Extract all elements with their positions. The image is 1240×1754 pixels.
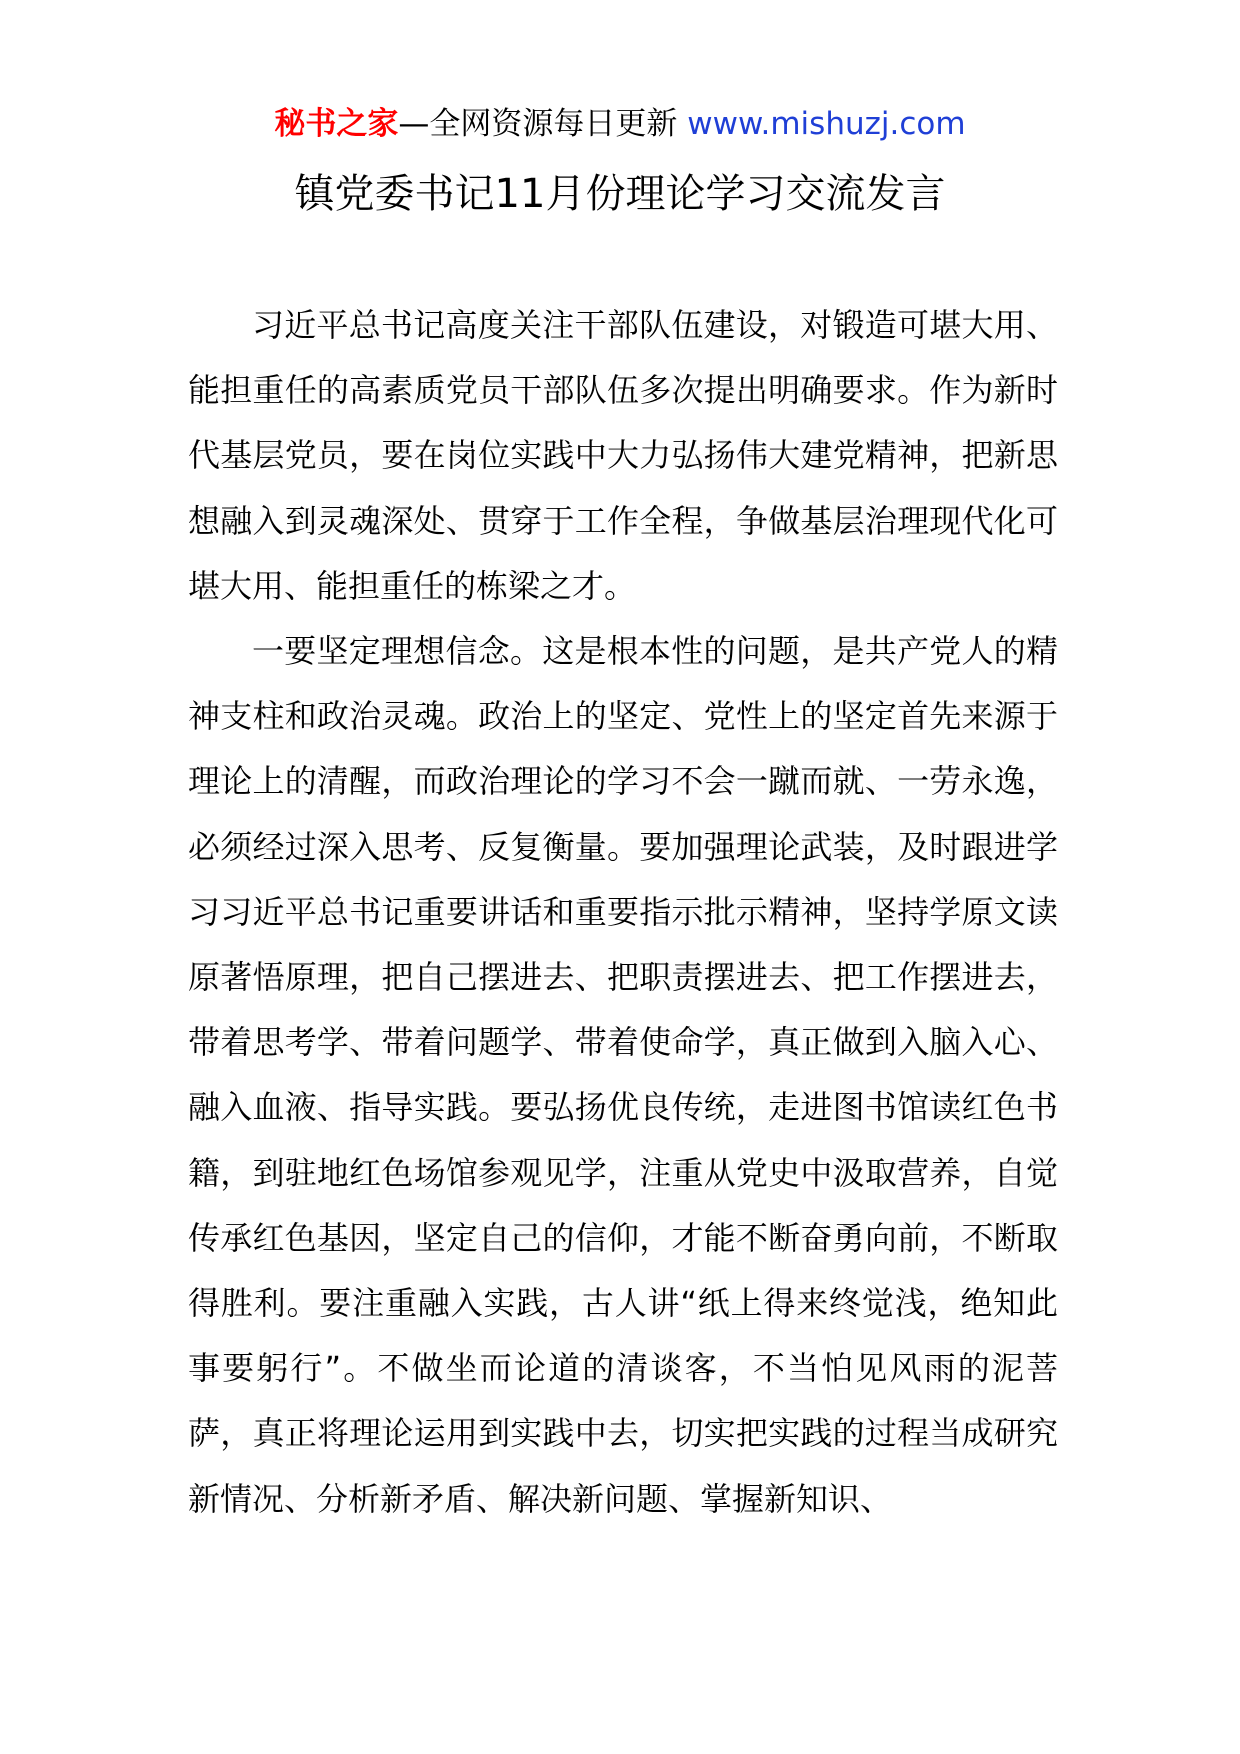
document-title: 镇党委书记11月份理论学习交流发言 xyxy=(294,171,946,217)
section-one-paragraph: 一要坚定理想信念。这是根本性的问题，是共产党人的精神支柱和政治灵魂。政治上的坚定、党性上的坚定首先来源于理论上的清醒，而政治理论的学习不会一蹴而就、一劳永逸，必须经过深入思考、反复衡量。要加强理论武装，及时跟进学习习近平总书记重要讲话和重要指示批示精神，坚持学原文读原著悟原理，把自己摆进去、把职责摆进去、把工作摆进去，带着思考学、带着问题学、带着使命学，真正做到入脑入心、融入血液、指导实践。要弘扬优良传统，走进图书馆读红色书籍，到驻地红色场馆参观见学，注重从党史中汲取营养，自觉传承红色基因，坚定自己的信仰，才能不断奋勇向前，不断取得胜利。要注重融入实践，古人讲“纸上得来终觉浅，绝知此事要躬行”。不做坐而论道的清谈客，不当怕见风雨的泥菩萨，真正将理论运用到实践中去，切实把实践的过程当成研究新情况、分析新矛盾、解决新问题、掌握新知识、 xyxy=(188,632,1058,1518)
intro-paragraph: 习近平总书记高度关注干部队伍建设，对锻造可堪大用、能担重任的高素质党员干部队伍多次提出明确要求。作为新时代基层党员，要在岗位实践中大力弘扬伟大建党精神，把新思想融入到灵魂深处、贯穿于工作全程，争做基层治理现代化可堪大用、能担重任的栋梁之才。 xyxy=(188,306,1058,605)
site-tagline: —全网资源每日更新 xyxy=(398,106,678,142)
site-header xyxy=(0,100,1240,148)
site-url-link[interactable]: www.mishuzj.com xyxy=(687,106,966,142)
brand-name: 秘书之家 xyxy=(274,106,399,142)
document-body xyxy=(188,293,1058,1532)
